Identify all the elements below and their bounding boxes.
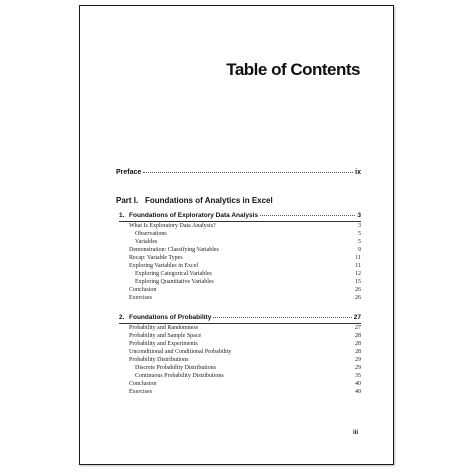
entry-label: Exercises [129,389,152,395]
entry-label: Exploring Quantitative Variables [135,279,214,285]
entry-page: 29 [355,365,361,371]
toc-entry [129,254,361,262]
entry-page: 40 [355,381,361,387]
toc-entry [129,380,361,388]
toc-entry [129,372,361,380]
entry-label: Exploring Variables in Excel [129,263,199,269]
entry-page: 26 [355,287,361,293]
entry-label: Unconditional and Conditional Probability [129,349,232,355]
leader-dots [213,317,351,318]
toc-entry [129,262,361,270]
part-number: Part I. [116,196,139,205]
toc-entry [129,238,361,246]
toc-entry [129,230,361,238]
page-folio: iii [353,430,359,436]
entry-page: 28 [355,333,361,339]
entry-page: 26 [355,295,361,301]
entry-label: Exercises [129,295,152,301]
leader-dots [143,172,353,173]
entry-page: 9 [358,247,361,253]
chapter-number: 2. [119,314,125,321]
entry-page: 15 [355,279,361,285]
toc-entry [129,356,361,364]
entry-label: Probability and Randomness [129,325,198,331]
chapter-title: Foundations of Probability [129,314,212,321]
preface-label: Preface [116,169,142,176]
entry-page: 11 [355,263,361,269]
toc-entry [129,388,361,396]
entry-label: Recap: Variable Types [129,255,183,261]
part-title: Foundations of Analytics in Excel [145,196,273,205]
toc-entry [129,348,361,356]
entry-label: Variables [135,239,158,245]
toc-entry [129,246,361,254]
entry-page: 29 [355,357,361,363]
page-title: Table of Contents [226,60,360,79]
preface-page: ix [355,169,361,176]
toc-entry [129,294,361,302]
toc-entry [129,332,361,340]
chapter-number: 1. [119,212,125,219]
entry-label: What Is Exploratory Data Analysis? [129,223,216,229]
part-heading [116,196,361,205]
entry-page: 3 [358,223,361,229]
entry-label: Discrete Probability Distributions [135,365,216,371]
entry-page: 28 [355,341,361,347]
entry-label: Conclusion [129,381,157,387]
entry-label: Demonstration: Classifying Variables [129,247,219,253]
toc-entry [129,270,361,278]
chapter-title: Foundations of Exploratory Data Analysis [129,212,259,219]
entry-label: Conclusion [129,287,157,293]
entry-page: 35 [355,373,361,379]
entry-label: Continuous Probability Distributions [135,373,224,379]
chapter-page: 27 [353,314,361,321]
toc-entry [129,364,361,372]
toc-entry [129,286,361,294]
toc-entry [129,222,361,230]
entry-page: 12 [355,271,361,277]
entry-label: Probability Distributions [129,357,189,363]
toc-preface-row [116,169,361,176]
entry-page: 40 [355,389,361,395]
toc-entry [129,278,361,286]
entry-label: Exploring Categorical Variables [135,271,212,277]
leader-dots [260,215,355,216]
entry-label: Observations [135,231,167,237]
entry-page: 11 [355,255,361,261]
entry-page: 28 [355,349,361,355]
entry-page: 5 [358,231,361,237]
chapter-1-heading [119,212,361,219]
entry-label: Probability and Sample Space [129,333,202,339]
entry-page: 27 [355,325,361,331]
chapter-page: 3 [357,212,361,219]
toc-entry [129,340,361,348]
entry-page: 5 [358,239,361,245]
entry-label: Probability and Experiments [129,341,198,347]
chapter-2-heading [119,314,361,321]
toc-entry [129,324,361,332]
